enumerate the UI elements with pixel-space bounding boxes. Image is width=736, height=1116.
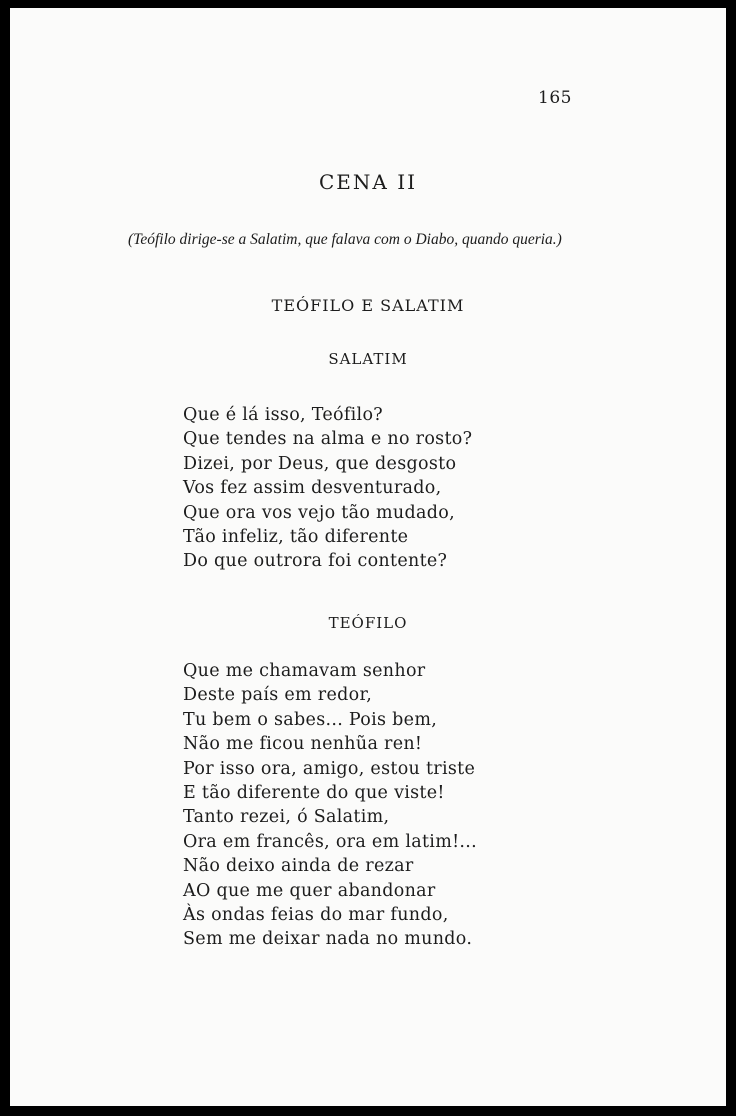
- verse-line: Do que outrora foi contente?: [183, 551, 448, 572]
- page-number: 165: [538, 88, 572, 108]
- verse-line: Tanto rezei, ó Salatim,: [183, 807, 390, 828]
- verse-line: Por isso ora, amigo, estou triste: [183, 758, 476, 779]
- characters-heading: TEÓFILO E SALATIM: [271, 296, 465, 315]
- verse-line: Às ondas feias do mar fundo,: [183, 905, 449, 926]
- verse-line: Deste país em redor,: [183, 685, 373, 706]
- stage-direction: (Teófilo dirige-se a Salatim, que falava com o Diabo, quando queria.): [128, 231, 562, 248]
- speaker-salatim: SALATIM: [328, 350, 408, 368]
- verse-line: Dizei, por Deus, que desgosto: [183, 453, 457, 474]
- verse-line: Sem me deixar nada no mundo.: [183, 929, 473, 950]
- verse-line: Que é lá isso, Teófilo?: [183, 405, 383, 425]
- verse-line: Não deixo ainda de rezar: [183, 856, 414, 877]
- verse-teofilo: [183, 659, 477, 952]
- scene-title: CENA II: [318, 170, 417, 194]
- verse-line: Não me ficou nenhũa ren!: [183, 734, 423, 755]
- verse-line: AO que me quer abandonar: [183, 880, 436, 901]
- book-page: [10, 8, 726, 1106]
- verse-line: Tão infeliz, tão diferente: [183, 527, 409, 548]
- verse-line: Que ora vos vejo tão mudado,: [183, 502, 455, 523]
- verse-line: Que tendes na alma e no rosto?: [183, 429, 473, 450]
- verse-salatim: [183, 403, 472, 574]
- verse-line: Que me chamavam senhor: [183, 661, 426, 681]
- verse-line: Tu bem o sabes... Pois bem,: [183, 709, 438, 730]
- verse-line: E tão diferente do que viste!: [183, 783, 445, 804]
- verse-line: Ora em francês, ora em latim!...: [183, 831, 478, 852]
- speaker-teofilo: TEÓFILO: [328, 614, 408, 632]
- verse-line: Vos fez assim desventurado,: [183, 478, 442, 499]
